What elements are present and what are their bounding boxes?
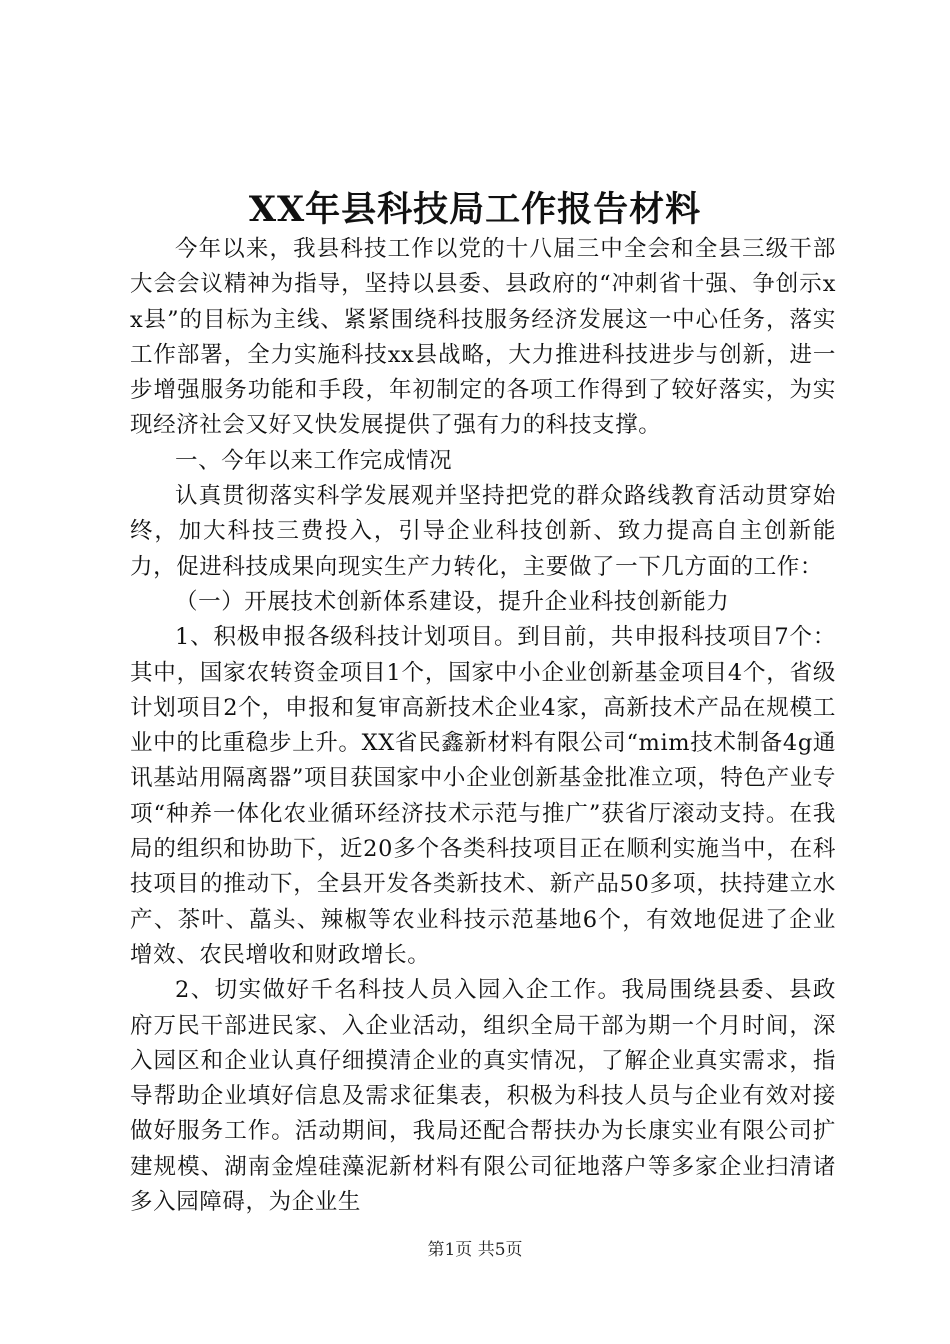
item-paragraph-2: 2、切实做好千名科技人员入园入企工作。我局围绕县委、县政府万民干部进民家、入企业活动，组织全局干部为期一个月时间，深入园区和企业认真仔细摸清企业的真实情况，了解企业真实需求，指导帮助企业填好信息及需求征集表，积极为科技人员与企业有效对接做好服务工作。活动期间，我局还配合帮扶办为长康实业有限公司扩建规模、湖南金煌硅藻泥新材料有限公司征地落户等多家企业扫清诸多入园障碍，为企业生 [130, 977, 836, 1216]
item-paragraph-1: 1、积极申报各级科技计划项目。到目前，共申报科技项目7个：其中，国家农转资金项目1个，国家中小企业创新基金项目4个，省级计划项目2个，申报和复审高新技术企业4家，高新技术产品在规模工业中的比重稳步上升。XX省民鑫新材料有限公司“mim技术制备4g通讯基站用隔离器”项目获国家中小企业创新基金批准立项，特色产业专项“种养一体化农业循环经济技术示范与推广”获省厅滚动支持。在我局的组织和协助下，近20多个各类科技项目正在顺利实施当中，在科技项目的推动下，全县开发各类新技术、新产品50多项，扶持建立水产、茶叶、藠头、辣椒等农业科技示范基地6个，有效地促进了企业增效、农民增收和财政增长。 [130, 624, 836, 968]
section-heading: 一、今年以来工作完成情况 [175, 447, 453, 474]
document-body [130, 232, 836, 1220]
page-footer: 第1页 共5页 [427, 1240, 523, 1260]
document-title: XX年县科技局工作报告材料 [248, 189, 702, 230]
intro-paragraph: 今年以来，我县科技工作以党的十八届三中全会和全县三级干部大会会议精神为指导，坚持以县委、县政府的“冲刺省十强、争创示xx县”的目标为主线、紧紧围绕科技服务经济发展这一中心任务，落实工作部署，全力实施科技xx县战略，大力推进科技进步与创新，进一步增强服务功能和手段，年初制定的各项工作得到了较好落实，为实现经济社会又好又快发展提供了强有力的科技支撑。 [130, 236, 836, 439]
subsection-heading: （一）开展技术创新体系建设，提升企业科技创新能力 [175, 588, 730, 615]
section-paragraph: 认真贯彻落实科学发展观并坚持把党的群众路线教育活动贯穿始终，加大科技三费投入，引导企业科技创新、致力提高自主创新能力，促进科技成果向现实生产力转化，主要做了一下几方面的工作： [130, 483, 836, 580]
